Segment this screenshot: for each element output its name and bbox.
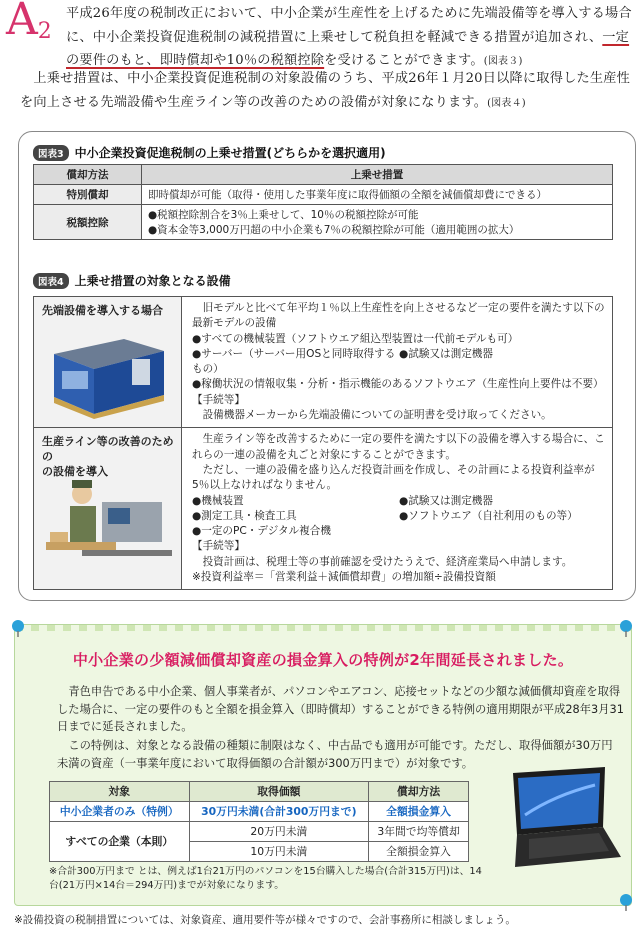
pushpin-icon: [617, 893, 635, 911]
highlight-text: 一定の要件のもと、即時償却や10％の税額控除: [66, 29, 630, 68]
fig4-row-advanced: 先端設備を導入する場合 旧モデルと比べて年平均１％以上生産性を向上させるなど一定の要件を満たす以下の最新モデルの設備 ●すべての機械装置（ソフトウエア組込型装置は一代前モデルも可） ●サーバー（サーバー用OSと同時取得するもの） ●試験又は測定機器 ●稼働状況の情報収集・分析・指示機能のあるソフトウエア（生産性向上要件は不要） 【手続等】 設備機器メーカーから先端設備についての証明書を受け取ってください。: [34, 297, 612, 428]
fig3-title: 図表3 中小企業投資促進税制の上乗せ措置(どちらかを選択適用): [33, 144, 386, 161]
fig3-row-text: ●税額控除割合を3％上乗せして、10％の税額控除が可能 ●資本金等3,000万円超の中小企業も7％の税額控除が可能（適用範囲の拡大）: [142, 205, 613, 240]
fig3-row-label: 税額控除: [34, 205, 142, 240]
pushpin-icon: [9, 619, 27, 637]
answer-section: [0, 0, 640, 118]
notice-title: 中小企業の少額減価償却資産の損金算入の特例が2年間延長されました。: [72, 651, 574, 669]
machine-illustration: [44, 329, 174, 419]
answer-paragraph-2: 上乗せ措置は、中小企業投資促進税制の対象設備のうち、平成26年１月20日以降に取得した生産性を向上させる先端設備や生産ライン等の改善のための設備が対象になります。(図表４): [20, 71, 631, 110]
fig4-tag: 図表4: [33, 273, 69, 289]
table-row: 中小企業者のみ（特例） 30万円未満(合計300万円まで) 全額損金算入: [50, 802, 469, 822]
fig4-title: 図表4 上乗せ措置の対象となる設備: [33, 272, 231, 289]
fig3-header-measure: 上乗せ措置: [142, 165, 613, 185]
table-row: 10万円未満 全額損金算入: [50, 842, 469, 862]
laptop-illustration: [485, 765, 625, 870]
fig3-row-text: 即時償却が可能（取得・使用した事業年度に取得価額の全額を減価償却費にできる）: [142, 185, 613, 205]
pushpin-icon: [617, 619, 635, 637]
figures-panel: [18, 131, 636, 601]
fig4-row-head: 先端設備を導入する場合: [42, 304, 163, 317]
table-row: すべての企業（本則） 20万円未満 3年間で均等償却: [50, 822, 469, 842]
answer-paragraph-1: 平成26年度の税制改正において、中小企業が生産性を上げるために先端設備等を導入する場合に、中小企業投資促進税制の減税措置に上乗せして税負担を軽減できる措置が追加され、一定の要件のもと、即時償却や10％の税額控除を受けることができます。(図表３): [66, 6, 632, 68]
worker-illustration: [42, 472, 176, 572]
page-footnote: ※設備投資の税制措置については、対象資産、適用要件等が様々ですので、会計事務所に相談しましょう。: [14, 914, 516, 926]
fig3-row-label: 特別償却: [34, 185, 142, 205]
fig4-table: [33, 296, 613, 590]
notice-paragraph-1: 青色申告である中小企業、個人事業者が、パソコンやエアコン、応接セットなどの少額な減価償却資産を取得した場合に、一定の要件のもと全額を損金算入（即時償却）することができる特例の適用期限が平成28年3月31日までに延長されました。: [57, 685, 624, 733]
fig4-row-line: 生産ライン等の改善のための の設備を導入 生産ライン等を改善するために一定の要件を満たす以下の設備を導入する場合に、これらの一連の設備を丸ごと対象にすることができます。 ただし、一連の設備を盛り込んだ投資計画を作成し、その計画による投資利益率が5％以上なければなりません。 ●機械装置 ●試験又は測定機器 ●測定工具・検査工具 ●ソフトウエア（自社利用のもの等） ●一定のPC・デジタル複合機 【手続等】 投資計画は、税理士等の事前確認を受けたうえで、経済産業局へ申請します。 ※投資利益率＝「営業利益＋減価償却費」の増加額÷設備投資額: [34, 428, 612, 589]
notice-table: 対象 取得価額 償却方法 中小企業者のみ（特例） 30万円未満(合計300万円まで) 全額損金算入 すべての企業（本則） 20万円未満 3年間で均等償却 10万円未満 全額損金算入: [49, 781, 469, 862]
fig3-header-method: 償却方法: [34, 165, 142, 185]
notice-footnote: ※合計300万円まで とは、例えば1台21万円のパソコンを15台購入した場合(合計315万円)は、14台(21万円×14台＝294万円)までが対象になります。: [49, 866, 482, 891]
answer-label: $A_2$: [6, 0, 52, 45]
notice-paragraph-2: この特例は、対象となる設備の種類に制限はなく、中古品でも適用が可能です。ただし、取得価額が30万円未満の資産（一事業年度において取得価額の合計額が300万円まで）が対象です。: [57, 739, 613, 770]
fig4-row-head: 生産ライン等の改善のための の設備を導入: [42, 435, 174, 479]
fig3-tag: 図表3: [33, 145, 69, 161]
fig3-table: [33, 164, 613, 240]
notice-box: [14, 624, 632, 906]
